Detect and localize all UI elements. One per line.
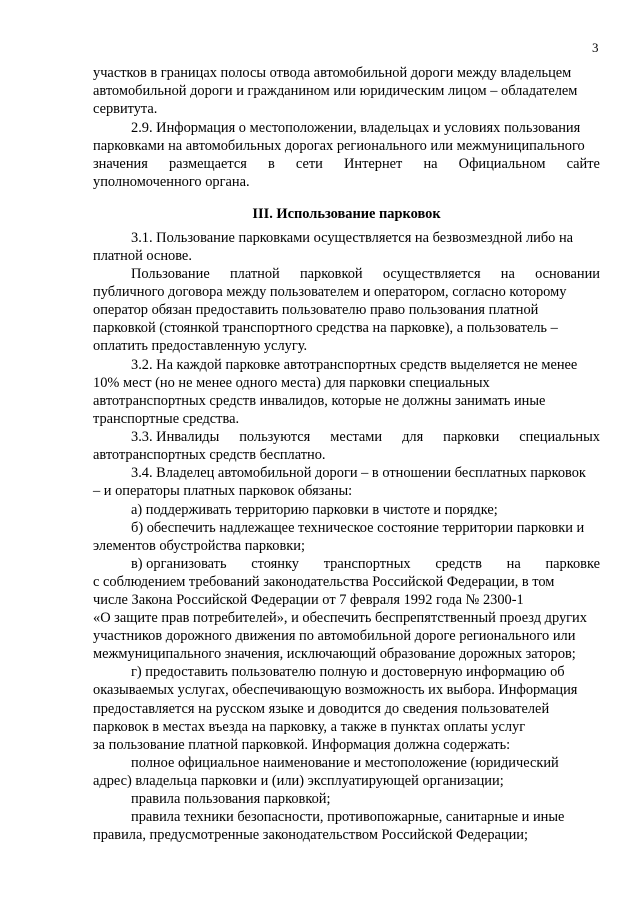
text-word: транспортных [323, 556, 411, 572]
text-line: парковкой (стоянкой транспортного средства на парковке), а пользователь – [93, 320, 558, 336]
text-line: оплатить предоставленную услугу. [93, 338, 308, 354]
text-word: сети [295, 156, 323, 172]
text-line: оказываемых услугах, обеспечивающую возможность их выбора. Информация [93, 682, 578, 698]
text-line: правила, предусмотренные законодательством Российской Федерации; [93, 827, 528, 843]
text-word: пользуются [239, 429, 311, 445]
text-line [93, 555, 600, 573]
text-line: правила техники безопасности, противопожарные, санитарные и иные [131, 809, 565, 825]
text-line: автотранспортных средств бесплатно. [93, 447, 326, 463]
text-word: Официальном [458, 156, 546, 172]
text-line: транспортные средства. [93, 411, 240, 427]
text-line [93, 155, 600, 173]
text-word: сайте [566, 156, 600, 172]
text-line: а) поддерживать территорию парковки в чистоте и порядке; [131, 502, 498, 518]
text-word: 3.3. Инвалиды [131, 429, 220, 445]
text-line: элементов обустройства парковки; [93, 538, 305, 554]
text-line: автотранспортных средств инвалидов, которые не должны занимать иные [93, 393, 546, 409]
text-word: для [402, 429, 424, 445]
text-line: «О защите прав потребителей», и обеспечить беспрепятственный проезд других [93, 610, 587, 626]
section-heading: III. Использование парковок [252, 206, 441, 222]
text-line: участников дорожного движения по автомобильной дороге регионального или [93, 628, 576, 644]
text-line: публичного договора между пользователем и оператором, согласно которому [93, 284, 567, 300]
text-line: 3.1. Пользование парковками осуществляется на безвозмездной либо на [131, 230, 574, 246]
text-word: на [423, 156, 438, 172]
text-line: с соблюдением требований законодательства Российской Федерации, в том [93, 574, 555, 590]
text-line [93, 428, 600, 446]
text-line: правила пользования парковкой; [131, 791, 331, 807]
text-word: парковки [443, 429, 500, 445]
text-word: осуществляется [382, 266, 481, 282]
text-word: местами [330, 429, 383, 445]
text-word: основании [535, 266, 600, 282]
text-line: г) предоставить пользователю полную и достоверную информацию об [131, 664, 565, 680]
text-word: парковкой [299, 266, 363, 282]
text-word: на [506, 556, 521, 572]
text-word: средств [435, 556, 482, 572]
text-line: участков в границах полосы отвода автомобильной дороги между владельцем [93, 65, 572, 81]
text-line: за пользование платной парковкой. Информация должна содержать: [93, 737, 511, 753]
text-word: Пользование [131, 266, 210, 282]
text-line [93, 265, 600, 283]
text-line: автомобильной дороги и гражданином или юридическим лицом – обладателем [93, 83, 578, 99]
text-line: парковками на автомобильных дорогах регионального или межмуниципального [93, 138, 585, 154]
text-line: сервитута. [93, 101, 158, 117]
page-number: 3 [592, 40, 599, 55]
text-line: уполномоченного органа. [93, 174, 250, 190]
text-word: специальных [519, 429, 600, 445]
text-line: адрес) владельца парковки и (или) эксплуатирующей организации; [93, 773, 504, 789]
text-line: – и операторы платных парковок обязаны: [93, 483, 353, 499]
text-line: платной основе. [93, 248, 192, 264]
text-line: 3.2. На каждой парковке автотранспортных средств выделяется не менее [131, 357, 578, 373]
text-line: предоставляется на русском языке и доводится до сведения пользователей [93, 701, 550, 717]
text-line: 2.9. Информация о местоположении, владельцах и условиях пользования [131, 120, 581, 136]
text-word: на [500, 266, 515, 282]
text-word: в) организовать [131, 556, 227, 572]
text-word: платной [229, 266, 280, 282]
text-word: Интернет [343, 156, 403, 172]
text-line: 3.4. Владелец автомобильной дороги – в отношении бесплатных парковок [131, 465, 586, 481]
text-line: 10% мест (но не менее одного места) для парковки специальных [93, 375, 490, 391]
text-line: б) обеспечить надлежащее техническое состояние территории парковки и [131, 520, 585, 536]
text-word: размещается [168, 156, 247, 172]
text-word: парковке [545, 556, 600, 572]
text-word: в [267, 156, 275, 172]
text-line: полное официальное наименование и местоположение (юридический [131, 755, 559, 771]
text-line: оператор обязан предоставить пользователю право пользования платной [93, 302, 539, 318]
text-line: межмуниципального значения, исключающий образование дорожных заторов; [93, 646, 576, 662]
text-line: числе Закона Российской Федерации от 7 февраля 1992 года № 2300-1 [93, 592, 524, 608]
text-word: значения [93, 156, 148, 172]
text-word: стоянку [251, 556, 299, 572]
text-line: парковок в местах въезда на парковку, а также в пунктах оплаты услуг [93, 719, 526, 735]
